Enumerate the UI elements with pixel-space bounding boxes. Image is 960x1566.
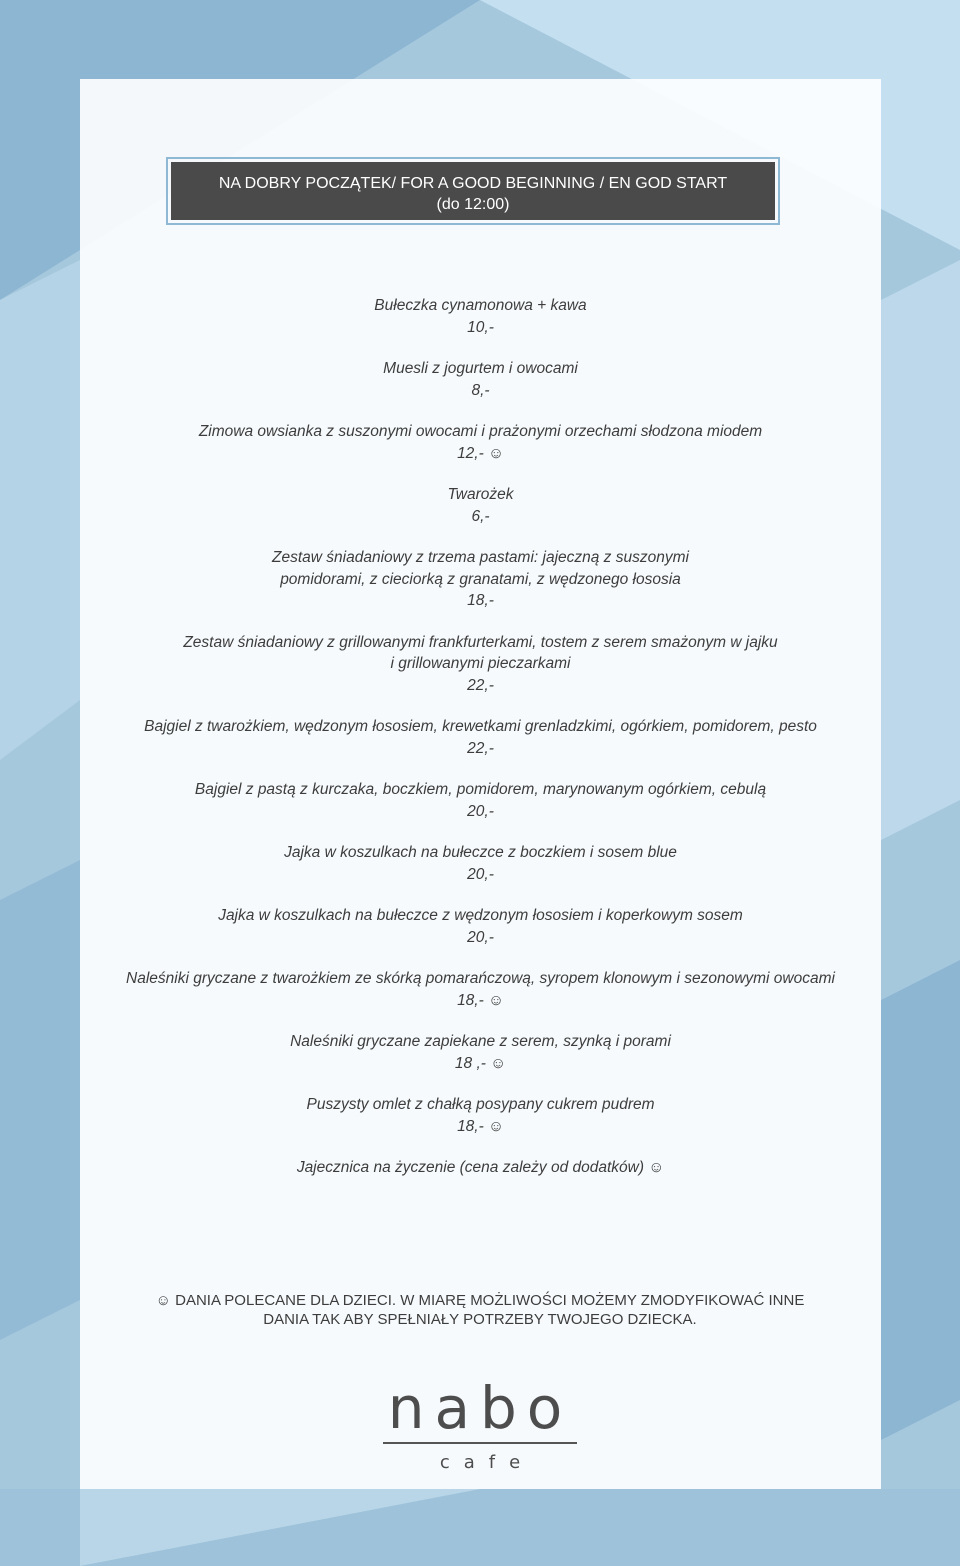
nabo-logo: [375, 1374, 585, 1473]
menu-item: [80, 547, 881, 612]
menu-item-price: [80, 443, 881, 465]
menu-item-price: [80, 380, 881, 402]
menu-item-name-line: Jajka w koszulkach na bułeczce z boczkiem i sosem blue: [284, 844, 677, 861]
price-value: 8,-: [471, 381, 490, 399]
menu-item-price: [80, 675, 881, 697]
menu-item-name-line: Zestaw śniadaniowy z trzema pastami: jajeczną z suszonymi: [272, 549, 689, 566]
menu-item: [80, 1157, 881, 1179]
menu-item-name-line: Bajgiel z pastą z kurczaka, boczkiem, pomidorem, marynowanym ogórkiem, cebulą: [194, 781, 767, 798]
menu-item-name: [80, 484, 881, 506]
menu-item-name: [80, 842, 881, 864]
menu-item-name-line: Bułeczka cynamonowa + kawa: [374, 297, 587, 314]
menu-item-name-line: Jajecznica na życzenie (cena zależy od dodatków): [296, 1159, 645, 1176]
smiley-icon: ☺: [155, 1292, 171, 1309]
menu-item-price: [80, 1116, 881, 1138]
menu-item-name-line: Zestaw śniadaniowy z grillowanymi frankfurterkami, tostem z serem smażonym w jajku: [183, 633, 778, 651]
menu-item-price: [80, 506, 881, 528]
smiley-icon: ☺: [483, 1117, 504, 1135]
menu-item-name: [80, 421, 881, 443]
menu-item-name-line: Muesli z jogurtem i owocami: [383, 360, 578, 377]
menu-item: [80, 1031, 881, 1074]
price-value: 22,-: [467, 676, 494, 694]
menu-item-name: [80, 716, 881, 738]
menu-item-name: [80, 905, 881, 927]
menu-item-price: [80, 738, 881, 760]
kids-note: [100, 1291, 860, 1329]
section-header: [166, 157, 780, 225]
menu-item: [80, 484, 881, 527]
price-value: 20,-: [467, 865, 494, 883]
menu-item-price: [80, 590, 881, 612]
kids-note-text-1: DANIA POLECANE DLA DZIECI. W MIARĘ MOŻLIWOŚCI MOŻEMY ZMODYFIKOWAĆ INNE: [175, 1292, 805, 1309]
price-value: 10,-: [467, 318, 494, 336]
menu-item: [80, 421, 881, 464]
logo-subtitle: cafe: [439, 1452, 535, 1473]
menu-item-price: [80, 317, 881, 339]
logo-wordmark: nabo: [387, 1374, 573, 1442]
price-value: 22,-: [467, 739, 494, 757]
menu-item-name-line: Naleśniki gryczane z twarożkiem ze skórką pomarańczową, syropem klonowym i sezonowymi owocami: [126, 970, 835, 987]
menu-item-price: [80, 864, 881, 886]
menu-item-name-line: Naleśniki gryczane zapiekane z serem, szynką i porami: [290, 1033, 671, 1050]
menu-item-name-line: Puszysty omlet z chałką posypany cukrem pudrem: [306, 1096, 655, 1113]
menu-item-name-line: Bajgiel z twarożkiem, wędzonym łososiem, krewetkami grenladzkimi, ogórkiem, pomidorem, pesto: [144, 718, 817, 735]
price-value: 18,-: [457, 991, 484, 1009]
section-subtitle: (do 12:00): [436, 196, 510, 213]
menu-item: [80, 842, 881, 885]
menu-list: [80, 295, 881, 1199]
smiley-icon: ☺: [483, 991, 504, 1009]
menu-item-name: [80, 632, 881, 675]
menu-item-name: [80, 547, 881, 590]
menu-item: [80, 968, 881, 1011]
price-value: 6,-: [471, 507, 490, 525]
menu-item: [80, 295, 881, 338]
kids-note-line-2: DANIA TAK ABY SPEŁNIAŁY POTRZEBY TWOJEGO DZIECKA.: [263, 1311, 697, 1328]
smiley-icon: ☺: [483, 444, 504, 462]
price-value: 20,-: [467, 802, 494, 820]
price-value: 18,-: [457, 1117, 484, 1135]
menu-item-price: [80, 990, 881, 1012]
menu-item-price: [80, 927, 881, 949]
menu-item-name-line: pomidorami, z cieciorką z granatami, z wędzonego łososia: [280, 570, 681, 588]
kids-note-line-1: [100, 1291, 860, 1310]
menu-item-price: [80, 1053, 881, 1075]
menu-item-name: [80, 358, 881, 380]
smiley-icon: ☺: [485, 1054, 507, 1072]
price-value: 18,-: [467, 592, 494, 609]
menu-item-name: [80, 968, 881, 990]
menu-item: [80, 905, 881, 948]
menu-item-name: [80, 1031, 881, 1053]
price-value: 12,-: [457, 444, 484, 462]
menu-item-name: [80, 1094, 881, 1116]
price-value: 18 ,-: [454, 1054, 486, 1072]
menu-item-name: [80, 779, 881, 801]
section-title: NA DOBRY POCZĄTEK/ FOR A GOOD BEGINNING / EN GOD START: [218, 175, 728, 192]
menu-item-name: [80, 1157, 881, 1179]
logo-divider: [383, 1442, 577, 1444]
section-header-fill: [171, 162, 775, 220]
menu-item-name-line: i grillowanymi pieczarkami: [390, 655, 571, 672]
menu-item-name-line: Twarożek: [447, 486, 514, 503]
menu-item: [80, 716, 881, 759]
smiley-icon: ☺: [644, 1159, 665, 1176]
menu-item-name: [80, 295, 881, 317]
price-value: 20,-: [467, 928, 494, 946]
menu-item-name-line: Zimowa owsianka z suszonymi owocami i prażonymi orzechami słodzona miodem: [198, 423, 763, 440]
menu-item-name-line: Jajka w koszulkach na bułeczce z wędzonym łososiem i koperkowym sosem: [218, 907, 743, 924]
menu-item: [80, 779, 881, 822]
menu-item: [80, 358, 881, 401]
menu-item: [80, 1094, 881, 1137]
menu-item: [80, 632, 881, 697]
menu-item-price: [80, 801, 881, 823]
